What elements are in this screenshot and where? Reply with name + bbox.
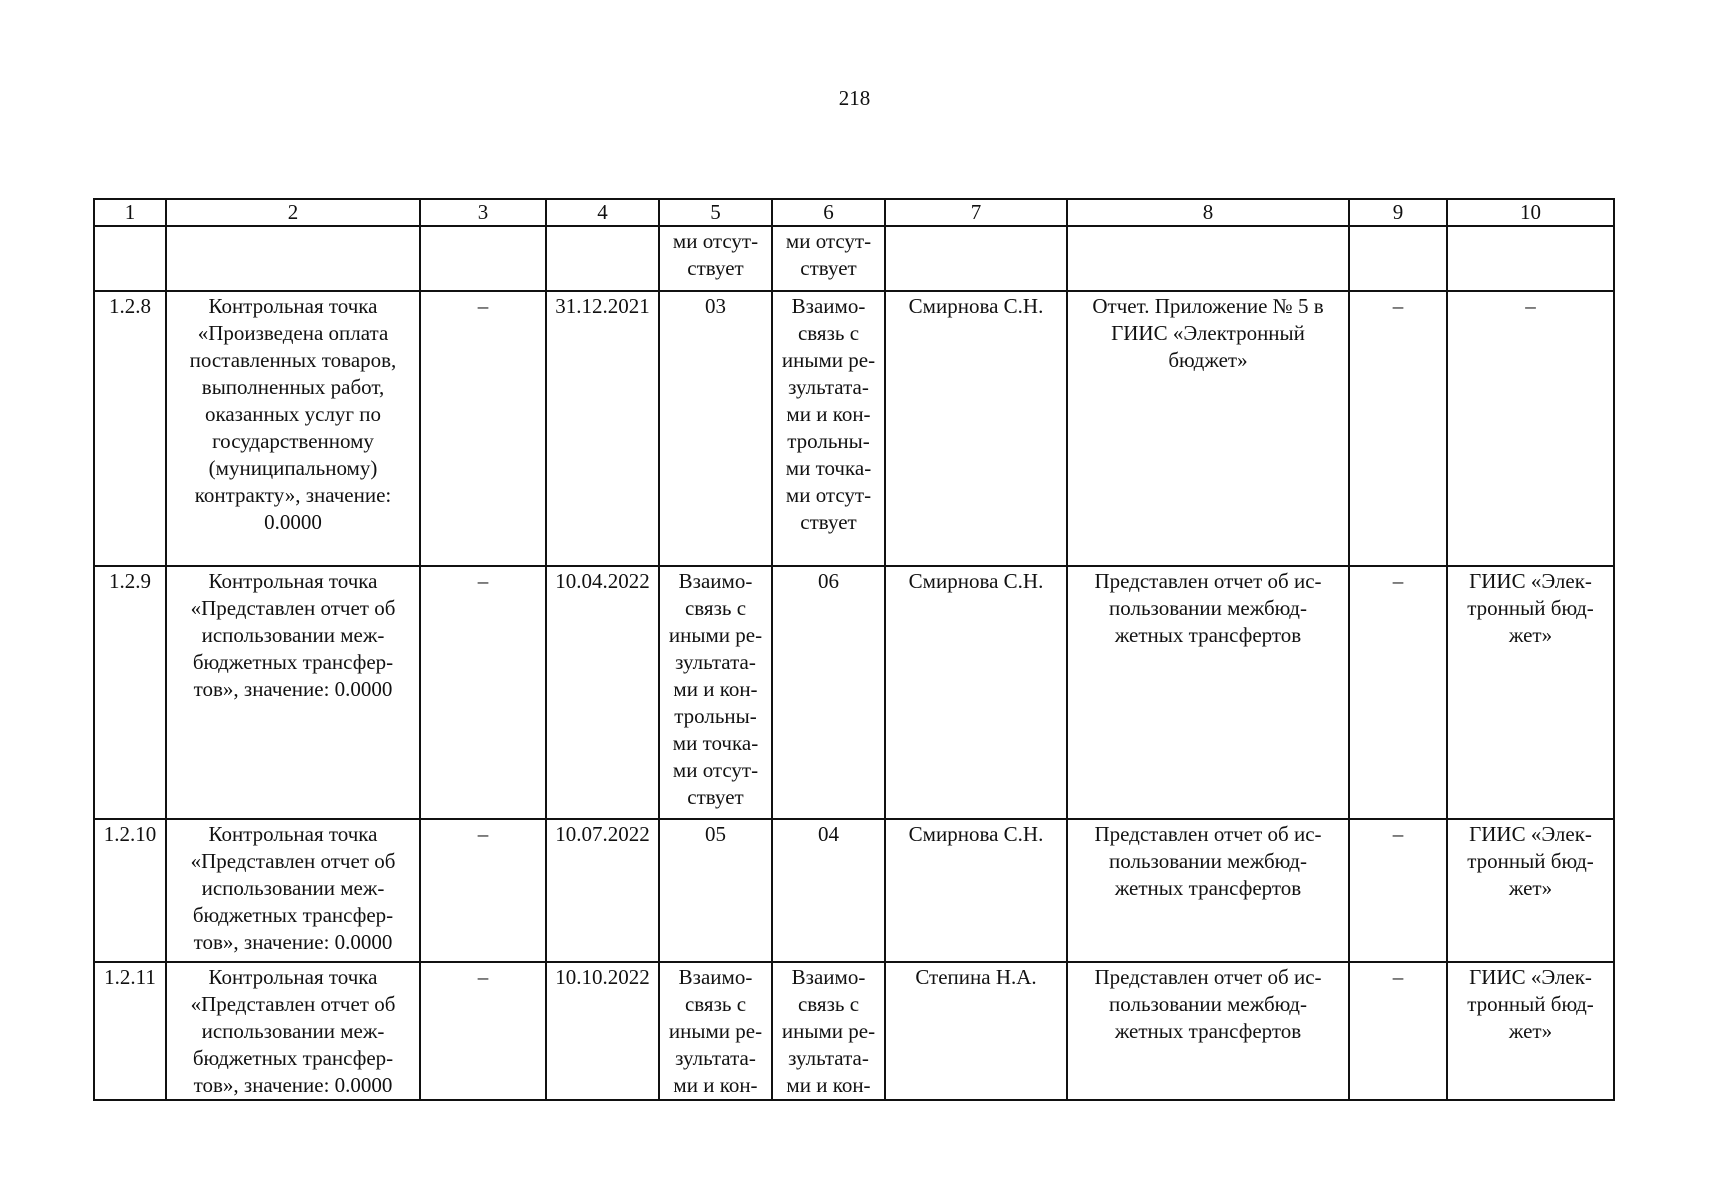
table-cell: ГИИС «Элек- тронный бюд- жет» (1447, 962, 1614, 1100)
table-cell: – (1349, 566, 1447, 819)
table-cell: 04 (772, 819, 885, 962)
column-header: 6 (772, 199, 885, 226)
table-cell (166, 226, 420, 291)
column-header: 10 (1447, 199, 1614, 226)
table-cell: 10.10.2022 (546, 962, 659, 1100)
table-cell: Смирнова С.Н. (885, 566, 1067, 819)
table-cell: Контрольная точка «Произведена оплата поставленных товаров, выполненных работ, оказанных услуг по государственному (муниципальному) контракту», значение: 0.0000 (166, 291, 420, 566)
table-cell (1067, 226, 1349, 291)
column-header: 2 (166, 199, 420, 226)
table-row (94, 566, 1614, 819)
data-table (93, 198, 1615, 1101)
table-cell: – (1349, 962, 1447, 1100)
table-cell: 31.12.2021 (546, 291, 659, 566)
table-cell: 06 (772, 566, 885, 819)
table-row (94, 226, 1614, 291)
table-cell: Взаимо- связь с иными ре- зультата- ми и кон- трольны- ми точка- ми отсут- ствует (772, 291, 885, 566)
table-cell: ГИИС «Элек- тронный бюд- жет» (1447, 819, 1614, 962)
table-row (94, 962, 1614, 1100)
table-cell: Взаимо- связь с иными ре- зультата- ми и кон- (659, 962, 772, 1100)
table-cell: Взаимо- связь с иными ре- зультата- ми и кон- (772, 962, 885, 1100)
table-cell: Контрольная точка «Представлен отчет об использовании меж- бюджетных трансфер- тов», значение: 0.0000 (166, 566, 420, 819)
table-cell: 10.04.2022 (546, 566, 659, 819)
page-number: 218 (838, 86, 871, 110)
table-cell: – (420, 962, 546, 1100)
table-cell: – (1349, 819, 1447, 962)
column-header: 5 (659, 199, 772, 226)
table-cell (420, 226, 546, 291)
column-header: 4 (546, 199, 659, 226)
table-cell: – (420, 566, 546, 819)
table-cell: 05 (659, 819, 772, 962)
table-cell (1349, 226, 1447, 291)
table-cell: 03 (659, 291, 772, 566)
table-cell: 1.2.10 (94, 819, 166, 962)
table-cell: Степина Н.А. (885, 962, 1067, 1100)
table-cell: ГИИС «Элек- тронный бюд- жет» (1447, 566, 1614, 819)
column-header: 9 (1349, 199, 1447, 226)
column-header: 7 (885, 199, 1067, 226)
table-cell: Представлен отчет об ис- пользовании межбюд- жетных трансфертов (1067, 819, 1349, 962)
column-header: 3 (420, 199, 546, 226)
table-cell: – (420, 819, 546, 962)
table-cell: Контрольная точка «Представлен отчет об использовании меж- бюджетных трансфер- тов», значение: 0.0000 (166, 962, 420, 1100)
table-cell (1447, 226, 1614, 291)
column-header: 1 (94, 199, 166, 226)
table-cell (546, 226, 659, 291)
table-cell: Смирнова С.Н. (885, 819, 1067, 962)
table-cell: 10.07.2022 (546, 819, 659, 962)
column-header: 8 (1067, 199, 1349, 226)
table-cell: 1.2.11 (94, 962, 166, 1100)
table-cell: Смирнова С.Н. (885, 291, 1067, 566)
table-cell: Взаимо- связь с иными ре- зультата- ми и кон- трольны- ми точка- ми отсут- ствует (659, 566, 772, 819)
table-row (94, 819, 1614, 962)
table-cell: – (1447, 291, 1614, 566)
table-cell: ми отсут- ствует (659, 226, 772, 291)
table-cell: 1.2.8 (94, 291, 166, 566)
table-cell: – (1349, 291, 1447, 566)
table-cell: Представлен отчет об ис- пользовании межбюд- жетных трансфертов (1067, 962, 1349, 1100)
table-row (94, 291, 1614, 566)
table-cell (885, 226, 1067, 291)
table-cell: Отчет. Приложение № 5 в ГИИС «Электронный бюджет» (1067, 291, 1349, 566)
table-cell: Контрольная точка «Представлен отчет об использовании меж- бюджетных трансфер- тов», значение: 0.0000 (166, 819, 420, 962)
table-header-row (94, 199, 1614, 226)
table-cell (94, 226, 166, 291)
table-cell: – (420, 291, 546, 566)
table-cell: 1.2.9 (94, 566, 166, 819)
table-cell: Представлен отчет об ис- пользовании межбюд- жетных трансфертов (1067, 566, 1349, 819)
table-cell: ми отсут- ствует (772, 226, 885, 291)
